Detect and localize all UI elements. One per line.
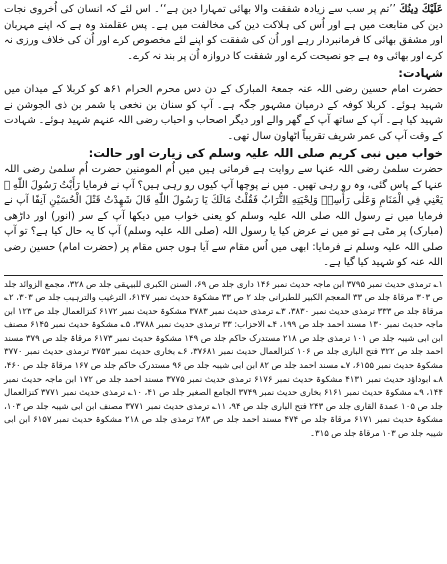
intro-text: ’’تم پر سب سے زیادہ شفقت والا بھائی تمہارا دین ہے‘‘۔ اس لئے کہ انسان کی اُخروی نجات دین کی متابعت میں ہے اور اُس کی ہلاکت دین کی مخالفت میں ہے۔ پس عقلمند وہ ہے کہ اپنے مہربان اور مشفق بھائی کا فرمانبردار رہے اور اُن کی شفقت کو اپنے لئے مخصوص کرے اور اُن کی خلاف ورزی نہ کرے اور بھائی وہ ہے جو نصیحت کرے اور شفقت کا دروازہ اُن پر بند نہ کرے۔ [4,4,443,62]
footnote-divider [4,275,443,276]
dream-text-after: آپ نے فرمایا میں نے رسول اللہ صلی اللہ علیہ وسلم کو یعنی خواب میں دیکھا آپ کے سر (انور) اور داڑھی (مبارک) پر مٹی ہے تو میں نے عرض کیا یا رسول اللہ (صلی اللہ علیہ وسلم) آپ کا یہ حال کیا ہے؟ تو آپ صلی اللہ علیہ وسلم نے فرمایا: ابھی میں اُس مقام سے آیا ہوں جس مقام پر (حضرت امام) حسین رضی اللہ عنہ کو شہید کیا گیا ہے۔ [4,195,443,268]
dream-text-before: حضرت سلمیٰ رضی اللہ عنہا سے روایت ہے فرماتی ہیں میں اُم المومنین حضرت اُم سلمیٰ رضی اللہ عنہا کے پاس گئی، وہ رو رہی تھیں۔ میں نے پوچھا آپ کیوں رو رہی ہیں؟ آپ نے فرمایا [4,164,444,191]
section-heading-martyrdom: شہادت: [398,66,443,80]
intro-paragraph [4,2,443,64]
dream-arabic-quote: رَأَيْتُ رَسُولَ اللّٰهِ ﷺ يَعْنِي فِي الْمَنَامِ وَعَلٰى رَأْسِهٖ وَلِحْيَتِهِ التُّرَابُ فَقُلْتُ مَالَكَ يَا رَسُولَ اللّٰهِ قَالَ شَهِدْتُ قَتْلَ الْحُسَيْنِ آنِفًا [4,179,443,206]
intro-lead-phrase: عَلَيْكَ دِينُكَ [399,3,443,15]
section-heading-dream: خواب میں نبی کریم صلی اللہ علیہ وسلم کی زیارت اور حالت: [88,146,443,160]
dream-paragraph [4,162,443,271]
martyrdom-paragraph: حضرت امام حسین رضی اللہ عنہ جمعۃ المبارک کے دن دس محرم الحرام ۶۱ھ کو کربلا کے میدان میں شہید ہوئے۔ کربلا کوفہ کے درمیان مشہور جگہ ہے۔ آپ کو سنان بن نخعی یا شمر بن ذی الجوشن نے شہید کیا ہے۔ آپ کے ساتھ آپ کے گھر والے اور دیگر اصحاب و احباب رضی اللہ عنہم شہید ہوئے۔ شہادت کے وقت آپ کی عمر شریف تقریباً اٹھاون سال تھی۔ [4,84,443,142]
footnote-references: ۱؎ ترمذی حدیث نمبر ۳۷۹۵ ابن ماجہ حدیث نمبر ۱۴۶ داری جلد ص ۶۹، السنن الکبری للبیہقی جلد ص ۳۲۸، مجمع الزوائد جلد ص ۳۰۳ مرقاۃ جلد ص ۳۳ المعجم الکبیر للطبرانی جلد ۲ ص ۳۳ مشکوۃ حدیث نمبر ۶۱۴۷، الترغیب والترہیب جلد ص ۳۰۳، ۲؎ مرقاۃ جلد ص ۳۳۳ ترمذی حدیث نمبر ۳۸۳۰، ۳؎ ترمذی حدیث نمبر ۳۷۸۳ مشکوۃ حدیث نمبر ۶۱۷۲ کنزالعمال جلد ص ۱۲۳ ابن ماجہ حدیث نمبر ۱۳۰ مسند احمد جلد ص ۱۹۹، ۴؎ الاحزاب: ۳۳ ترمذی حدیث نمبر ۳۷۸۸، ۵؎ مشکوۃ حدیث نمبر ۶۱۴۵ مصنف ابن ابی شیبہ جلد ص ۱۰۱ ترمذی جلد ص ۲۱۸ مستدرک حاکم جلد ص ۱۴۹ مشکوۃ حدیث نمبر ۶۱۷۳ مرقاۃ جلد ص ۳۷۹ مسند احمد جلد ص ۳۲۲ فتح الباری جلد ص ۱۰۶ کنزالعمال حدیث نمبر ۳۷۶۸۱، ۶؎ بخاری حدیث نمبر ۳۷۵۳ ترمذی حدیث نمبر ۳۷۷۰ مشکوۃ حدیث نمبر ۶۱۵۵، ۷؎ مسند احمد جلد ص ۸۲ ابن ابی شیبہ جلد ص ۹۶ مستدرک حاکم جلد ص ۱۶۷ مرقاۃ جلد ص ۴۶۰، ۸؎ ابوداؤد حدیث نمبر ۴۱۳۱ مشکوۃ حدیث نمبر ۶۱۷۶ ترمذی حدیث نمبر ۳۷۷۵ مسند احمد جلد ص ۱۷۲ ابن ماجہ حدیث نمبر ۱۴۴، ۹؎ مشکوۃ حدیث نمبر ۶۱۶۱ بخاری حدیث نمبر ۳۷۴۹ الجامع الصغیر جلد ص ۴۱، ۱۰؎ ترمذی حدیث نمبر ۳۷۷۱ کنزالعمال جلد ص ۱۰۵ عمدۃ القاری جلد ص ۲۴۳ فتح الباری جلد ص ۹۴، ۱۱؎ ترمذی حدیث نمبر ۳۷۷۱ مصنف ابن ابی شیبہ جلد ص ۱۰۳، مشکوۃ حدیث نمبر ۶۱۷۱ مرقاۃ جلد ص ۴۷۴ مسند احمد جلد ص ۲۸۳ ترمذی جلد ص ۲۱۸ مشکوۃ حدیث نمبر ۶۱۵۷ ابن ابی شیبہ جلد ص ۱۰۳ مرقاۃ جلد ص ۳۱۵۔ [4,279,444,440]
